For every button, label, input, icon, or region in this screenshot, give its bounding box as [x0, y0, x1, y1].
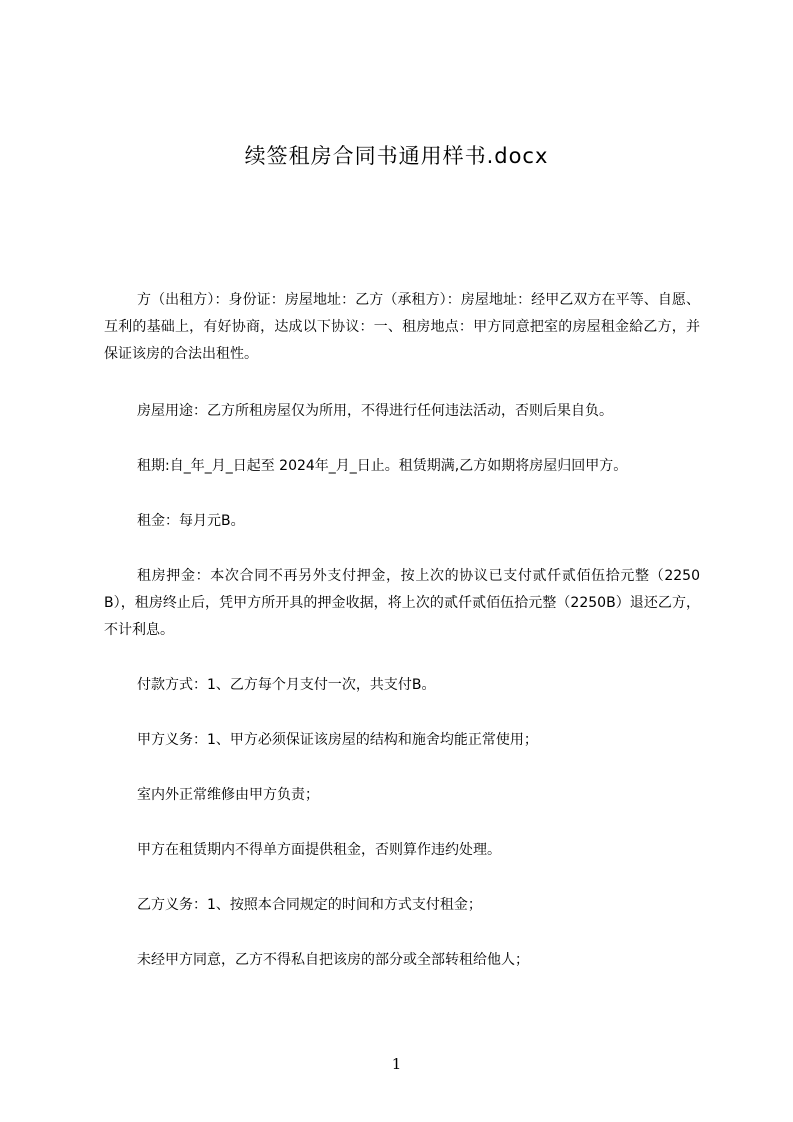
paragraph-payment-method: 付款方式：1、乙方每个月支付一次，共支付B。 — [137, 677, 436, 693]
paragraph-lessee-duty-1: 乙方义务：1、按照本合同规定的时间和方式支付租金； — [137, 897, 482, 913]
paragraph-lessor-duty-2: 室内外正常维修由甲方负责； — [137, 787, 319, 803]
paragraph-parties: 方（出租方）：身份证：房屋地址：乙方（承租方）：房屋地址：经甲乙双方在平等、自愿、互利的基础上，有好协商，达成以下协议：一、租房地点：甲方同意把室的房屋租金給乙方，并保证该房的合法出租性。 — [104, 292, 700, 362]
paragraph-lessee-duty-2: 未经甲方同意，乙方不得私自把该房的部分或全部转租给他人； — [137, 952, 529, 968]
paragraph-lessor-duty-1: 甲方义务：1、甲方必须保证该房屋的结构和施舍均能正常使用； — [137, 732, 538, 748]
paragraph-house-use: 房屋用途：乙方所租房屋仅为所用，不得进行任何违法活动，否则后果自负。 — [137, 403, 613, 419]
paragraph-deposit: 租房押金：本次合同不再另外支付押金，按上次的协议已支付贰仟贰佰伍拾元整（2250B），租房终止后，凭甲方所开具的押金收据，将上次的贰仟贰佰伍拾元整（2250B）退还乙方，不计利息。 — [104, 568, 700, 638]
paragraph-lease-term: 租期:自_年_月_日起至 2024年_月_日止。租赁期满,乙方如期将房屋归回甲方。 — [137, 458, 628, 474]
document-title: 续签租房合同书通用样书.docx — [244, 144, 549, 168]
document-body — [104, 287, 700, 1002]
paragraph-rent: 租金：每月元B。 — [137, 513, 245, 529]
paragraph-lessor-duty-3: 甲方在租赁期内不得单方面提供租金，否则算作违约处理。 — [137, 842, 501, 858]
page-number: 1 — [391, 1055, 402, 1073]
